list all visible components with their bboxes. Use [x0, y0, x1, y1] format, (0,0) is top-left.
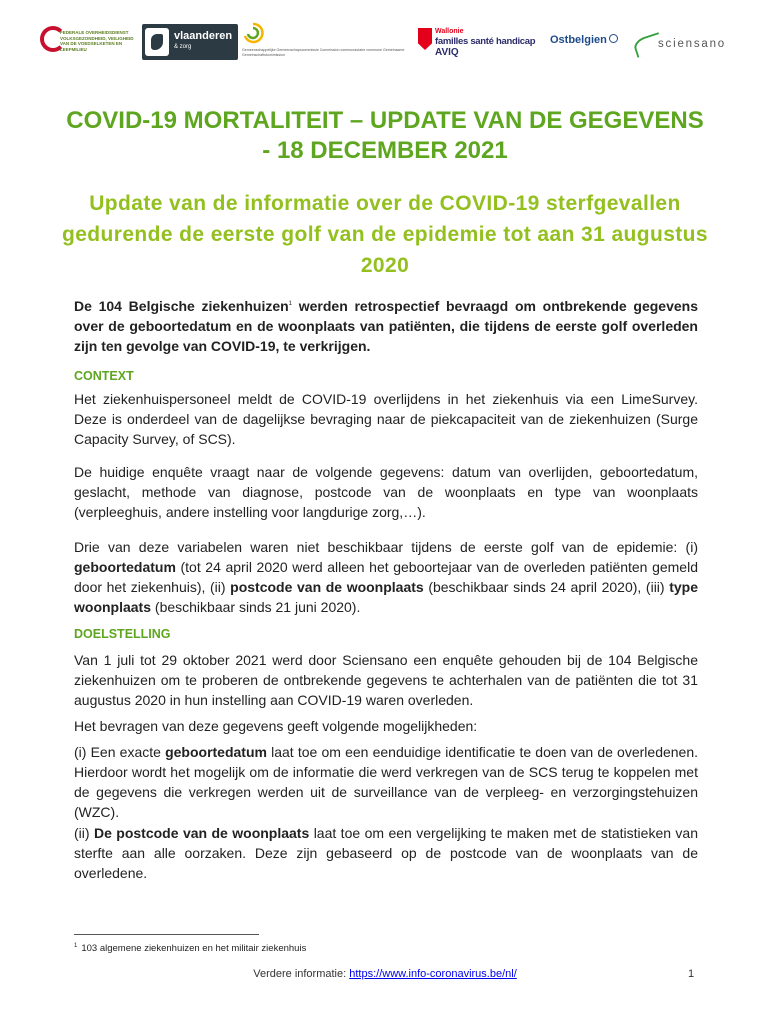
context-p3-text-a: Drie van deze variabelen waren niet beschikbaar tijdens de eerste golf van de epidemie: (i): [74, 539, 698, 555]
wallonie-logo-line3: AVIQ: [435, 47, 459, 58]
vlaanderen-logo: [142, 24, 238, 60]
context-p3-text-c: (tot 24 april 2020 werd alleen het geboortejaar van de overleden patiënten gemeld door het ziekenhuis), (ii): [74, 559, 698, 595]
context-paragraph-1: Het ziekenhuispersoneel meldt de COVID-19 overlijdens in het ziekenhuis via een LimeSurvey. Deze is onderdeel van de dagelijkse bevraging naar de piekcapaciteit van de ziekenhuizen (Surge Capacity Survey, of SCS).: [74, 391, 698, 447]
logo-bar: [38, 14, 744, 76]
context-paragraph-3: [74, 537, 698, 617]
footnote-text: 103 algemene ziekenhuizen en het militair ziekenhuis: [81, 943, 307, 954]
wallonie-rooster-icon: [418, 28, 432, 50]
sciensano-logo-text: sciensano: [658, 38, 726, 50]
objective-paragraph-2: Het bevragen van deze gegevens geeft volgende mogelijkheden:: [74, 718, 478, 734]
footer-label: Verdere informatie:: [253, 968, 350, 980]
objective-p6-text-a: (i) Een exacte: [74, 744, 166, 760]
context-p3-bold-residence-type: type woonplaats: [74, 579, 698, 615]
context-p3-bold-birthdate: geboortedatum: [74, 559, 176, 575]
objective-paragraph-3: [74, 742, 698, 822]
document-title: COVID-19 MORTALITEIT – UPDATE VAN DE GEGEVENS - 18 DECEMBER 2021: [66, 107, 704, 164]
objective-p7-text-c: laat toe om een vergelijking te maken met de statistieken van sterfte aan alle oorzaken. Deze zijn gebaseerd op de postcode van de woonplaats van de overledene.: [74, 825, 699, 881]
footnote: [74, 943, 306, 954]
context-p3-bold-postcode: postcode van de woonplaats: [230, 579, 424, 595]
ggc-logo-text: Gemeenschappelijke Gemeenschapscommissie Commission communautaire commune Gemeinsame Gemeinschaftskommission: [242, 48, 405, 57]
page-footer: [0, 968, 770, 980]
document-subtitle: Update van de informatie over de COVID-19 sterfgevallen gedurende de eerste golf van de epidemie tot aan 31 augustus 2020: [62, 192, 708, 277]
objective-p7-bold-postcode: De postcode van de woonplaats: [93, 825, 310, 841]
objective-heading: DOELSTELLING: [74, 627, 171, 641]
objective-p7-text-a: (ii): [74, 825, 94, 841]
objective-p6-bold-birthdate: geboortedatum: [165, 744, 267, 760]
vlaanderen-logo-name: vlaanderen: [174, 30, 233, 42]
flemish-lion-icon: [145, 28, 169, 56]
context-paragraph-2: De huidige enquête vraagt naar de volgende gegevens: datum van overlijden, geboortedatum, geslacht, methode van diagnose, postcode van de woonplaats en type van woonplaats (verpleeghuis, andere instelling voor langdurige zorg,…).: [74, 464, 698, 520]
ostbelgien-circle-icon: [609, 34, 618, 43]
lead-text-1: De 104 Belgische ziekenhuizen: [74, 298, 289, 314]
fod-logo-text: FEDERALE OVERHEIDSDIENST VOLKSGEZONDHEID, VEILIGHEID VAN DE VOEDSELKETEN EN LEEFMILIEU: [60, 30, 134, 52]
page-number: 1: [688, 968, 695, 980]
sciensano-logo: [634, 32, 744, 60]
wallonie-aviq-logo: [418, 28, 538, 68]
info-coronavirus-link[interactable]: https://www.info-coronavirus.be/nl/: [349, 968, 517, 980]
footnote-reference[interactable]: 1: [288, 301, 293, 307]
objective-paragraph-4: [74, 823, 698, 883]
lead-paragraph: [74, 294, 698, 356]
fod-logo: [38, 24, 138, 70]
ggc-logo-icon: [242, 22, 264, 44]
footnote-divider: [74, 934, 259, 935]
wallonie-logo-line1: Wallonie: [435, 28, 464, 35]
context-p3-text-g: (beschikbaar sinds 21 juni 2020).: [151, 599, 361, 615]
context-heading: CONTEXT: [74, 369, 134, 383]
footnote-number: 1: [74, 943, 78, 949]
context-p3-text-e: (beschikbaar sinds 24 april 2020), (iii): [423, 579, 670, 595]
objective-paragraph-1: Van 1 juli tot 29 oktober 2021 werd door Sciensano een enquête gehouden bij de 104 Belgische ziekenhuizen om te proberen de ontbrekende gegevens te achterhalen van de patiënten die tot 31 augustus 2020 in hun instelling aan COVID-19 waren overleden.: [74, 652, 698, 708]
objective-p6-text-c: laat toe om een eenduidige identificatie te doen van de overledenen. Hierdoor wordt het mogelijk om de informatie die werd verkregen van de SCS terug te koppelen met de gegevens die verkregen werden uit de surveillance van de verpleeg- en verzorgingstehuizen (WZC).: [74, 744, 699, 820]
lead-text-2: werden retrospectief bevraagd om ontbrekende gegevens over de geboortedatum en de woonplaats van patiënten, die tijdens de eerste golf overleden zijn ten gevolge van COVID-19, te verkrijgen.: [74, 298, 698, 354]
wallonie-logo-line2: familles santé handicap: [435, 36, 536, 47]
vlaanderen-logo-sub: & zorg: [174, 44, 192, 50]
ostbelgien-logo-text: Ostbelgien: [550, 34, 607, 46]
ostbelgien-logo: [550, 34, 618, 46]
